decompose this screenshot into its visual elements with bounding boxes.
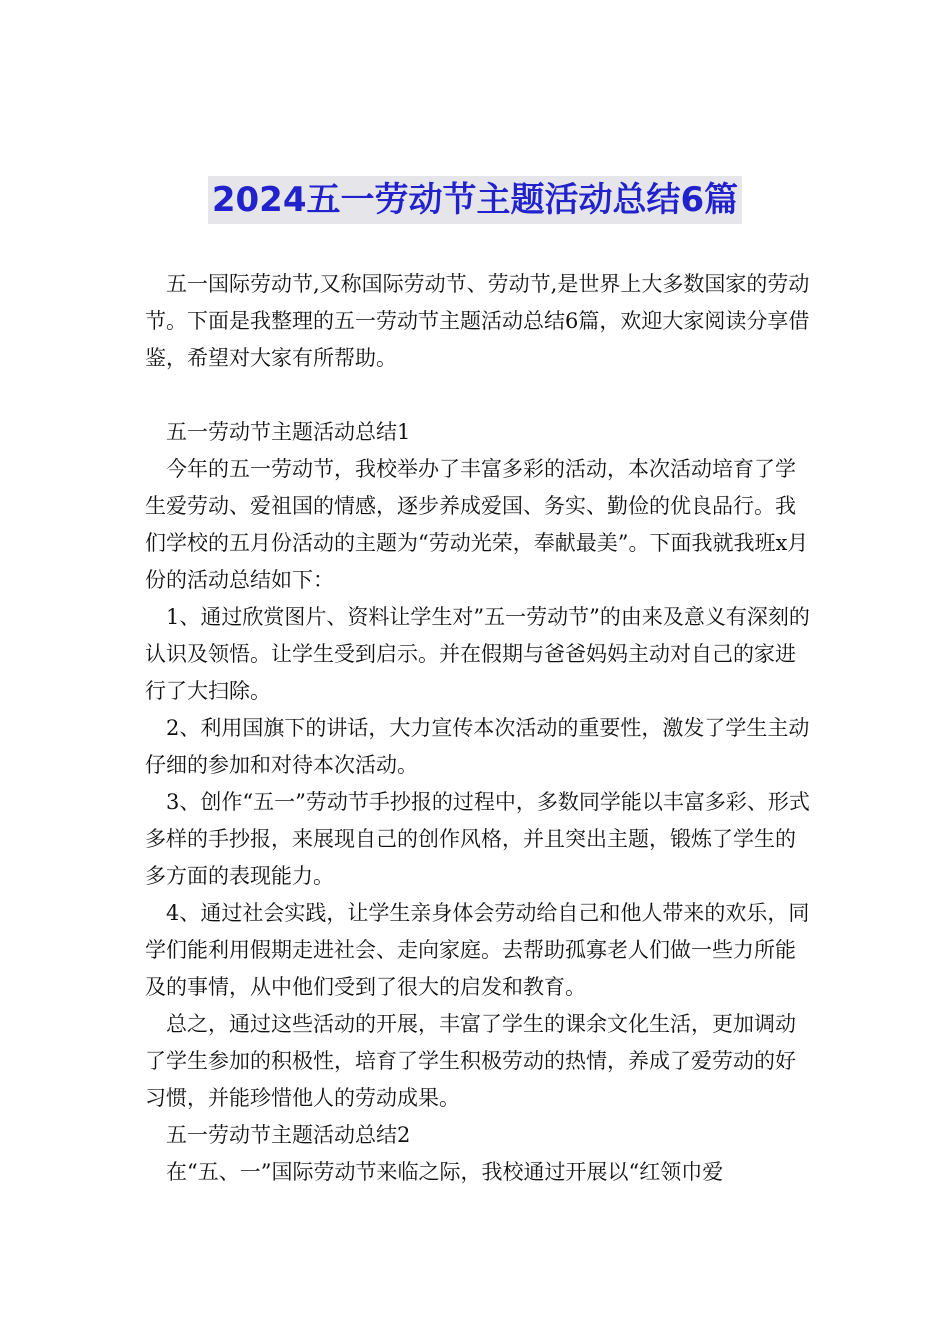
paragraph-spacer [145,377,815,414]
section-1-paragraph-2: 1、通过欣赏图片、资料让学生对”五一劳动节”的由来及意义有深刻的认识及领悟。让学生受到启示。并在假期与爸爸妈妈主动对自己的家进行了大扫除。 [145,605,810,703]
section-1-paragraph-5: 4、通过社会实践，让学生亲身体会劳动给自己和他人带来的欢乐，同学们能利用假期走进社会、走向家庭。去帮助孤寡老人们做一些力所能及的事情，从中他们受到了很大的启发和教育。 [145,901,810,999]
document-title-text: 2024五一劳动节主题活动总结6篇 [208,176,742,224]
section-1-paragraph-4: 3、创作“五一”劳动节手抄报的过程中，多数同学能以丰富多彩、形式多样的手抄报，来展现自己的创作风格，并且突出主题，锻炼了学生的多方面的表现能力。 [145,790,810,888]
document-title [0,176,950,224]
section-1-paragraph-6: 总之，通过这些活动的开展，丰富了学生的课余文化生活，更加调动了学生参加的积极性，培育了学生积极劳动的热情，养成了爱劳动的好习惯，并能珍惜他人的劳动成果。 [145,1012,796,1110]
document-body [145,266,815,1191]
section-1-paragraph-3: 2、利用国旗下的讲话，大力宣传本次活动的重要性，激发了学生主动仔细的参加和对待本次活动。 [145,716,810,777]
intro-paragraph: 五一国际劳动节,又称国际劳动节、劳动节,是世界上大多数国家的劳动节。下面是我整理的五一劳动节主题活动总结6篇，欢迎大家阅读分享借鉴，希望对大家有所帮助。 [145,272,810,370]
section-2-paragraph-1: 在“五、一”国际劳动节来临之际，我校通过开展以“红领巾爱 [166,1160,724,1184]
section-2-heading: 五一劳动节主题活动总结2 [166,1123,411,1147]
section-1-paragraph-1: 今年的五一劳动节，我校举办了丰富多彩的活动，本次活动培育了学生爱劳动、爱祖国的情感，逐步养成爱国、务实、勤俭的优良品行。我们学校的五月份活动的主题为“劳动光荣，奉献最美”。下面我就我班x月份的活动总结如下： [145,457,809,592]
section-1-heading: 五一劳动节主题活动总结1 [166,420,411,444]
